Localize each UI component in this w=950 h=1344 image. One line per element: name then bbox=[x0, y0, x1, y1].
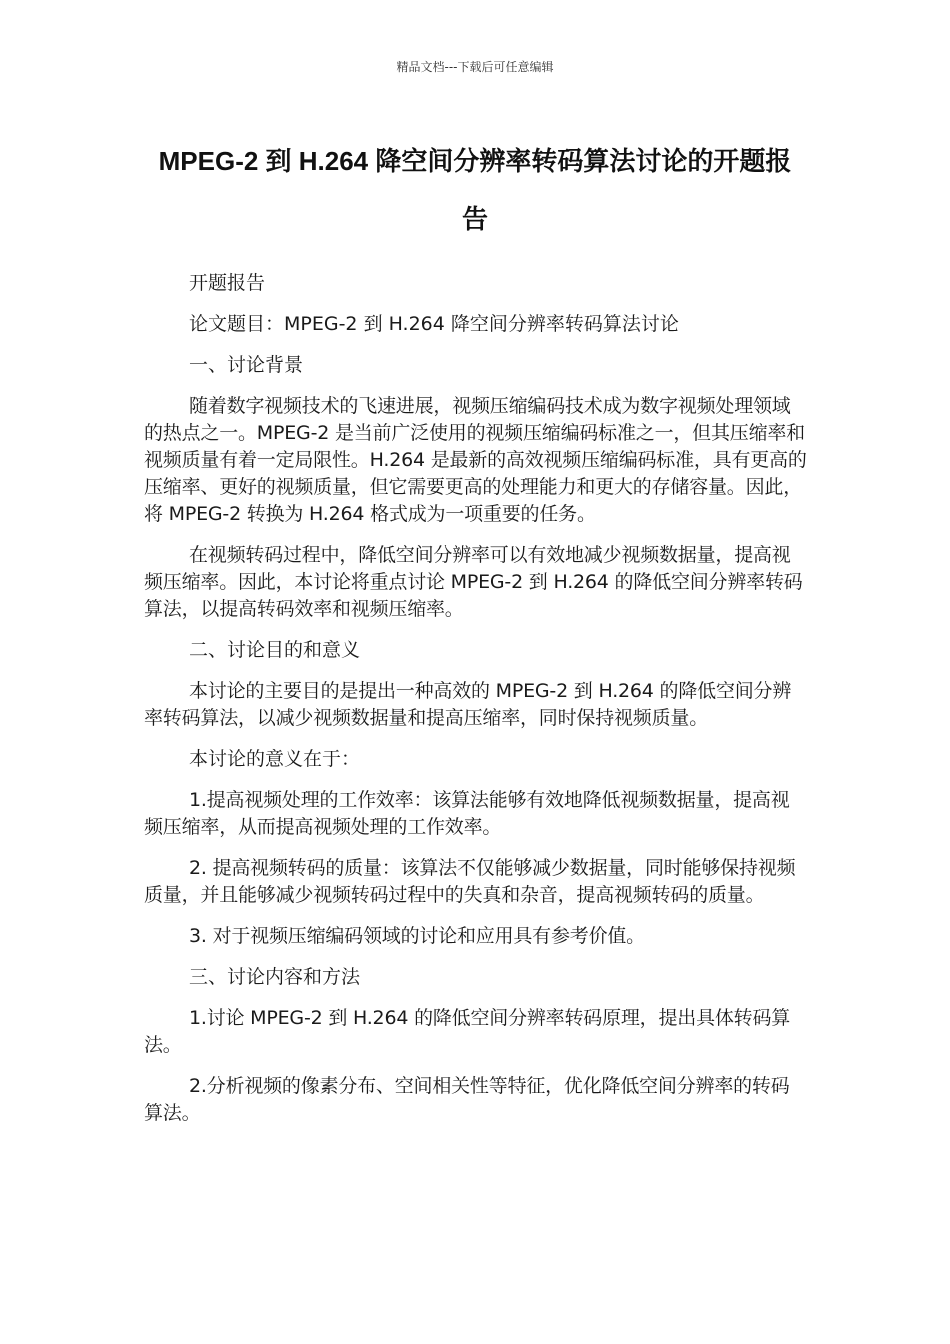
header-note: 精品文档---下载后可任意编辑 bbox=[396, 60, 554, 74]
paragraph-background-2: 在视频转码过程中，降低空间分辨率可以有效地减少视频数据量，提高视频压缩率。因此，本讨论将重点讨论 MPEG-2 到 H.264 的降低空间分辨率转码算法，以提高转码效率和视频压缩率。 bbox=[144, 544, 803, 620]
section-heading-background: 一、讨论背景 bbox=[189, 354, 304, 376]
significance-intro: 本讨论的意义在于： bbox=[189, 748, 361, 770]
thesis-topic: 论文题目：MPEG-2 到 H.264 降空间分辨率转码算法讨论 bbox=[189, 313, 679, 335]
document-title: MPEG-2 到 H.264 降空间分辨率转码算法讨论的开题报告 bbox=[158, 146, 792, 234]
section-heading-purpose: 二、讨论目的和意义 bbox=[189, 639, 361, 661]
document-body bbox=[144, 270, 808, 1141]
significance-item-3: 3. 对于视频压缩编码领域的讨论和应用具有参考价值。 bbox=[189, 925, 645, 947]
paragraph-purpose: 本讨论的主要目的是提出一种高效的 MPEG-2 到 H.264 的降低空间分辨率转码算法，以减少视频数据量和提高压缩率，同时保持视频质量。 bbox=[144, 680, 792, 729]
section-heading-content: 三、讨论内容和方法 bbox=[189, 966, 361, 988]
significance-item-1: 1.提高视频处理的工作效率：该算法能够有效地降低视频数据量，提高视频压缩率，从而提高视频处理的工作效率。 bbox=[144, 789, 790, 838]
paragraph-background-1: 随着数字视频技术的飞速进展，视频压缩编码技术成为数字视频处理领域的热点之一。MPEG-2 是当前广泛使用的视频压缩编码标准之一，但其压缩率和视频质量有着一定局限性。H.264 是最新的高效视频压缩编码标准，具有更高的压缩率、更好的视频质量，但它需要更高的处理能力和更大的存储容量。因此，将 MPEG-2 转换为 H.264 格式成为一项重要的任务。 bbox=[144, 395, 807, 525]
content-item-2: 2.分析视频的像素分布、空间相关性等特征，优化降低空间分辨率的转码算法。 bbox=[144, 1075, 790, 1124]
section-label: 开题报告 bbox=[189, 272, 266, 294]
content-item-1: 1.讨论 MPEG-2 到 H.264 的降低空间分辨率转码原理，提出具体转码算法。 bbox=[144, 1007, 791, 1056]
significance-item-2: 2. 提高视频转码的质量：该算法不仅能够减少数据量，同时能够保持视频质量，并且能够减少视频转码过程中的失真和杂音，提高视频转码的质量。 bbox=[144, 857, 796, 906]
